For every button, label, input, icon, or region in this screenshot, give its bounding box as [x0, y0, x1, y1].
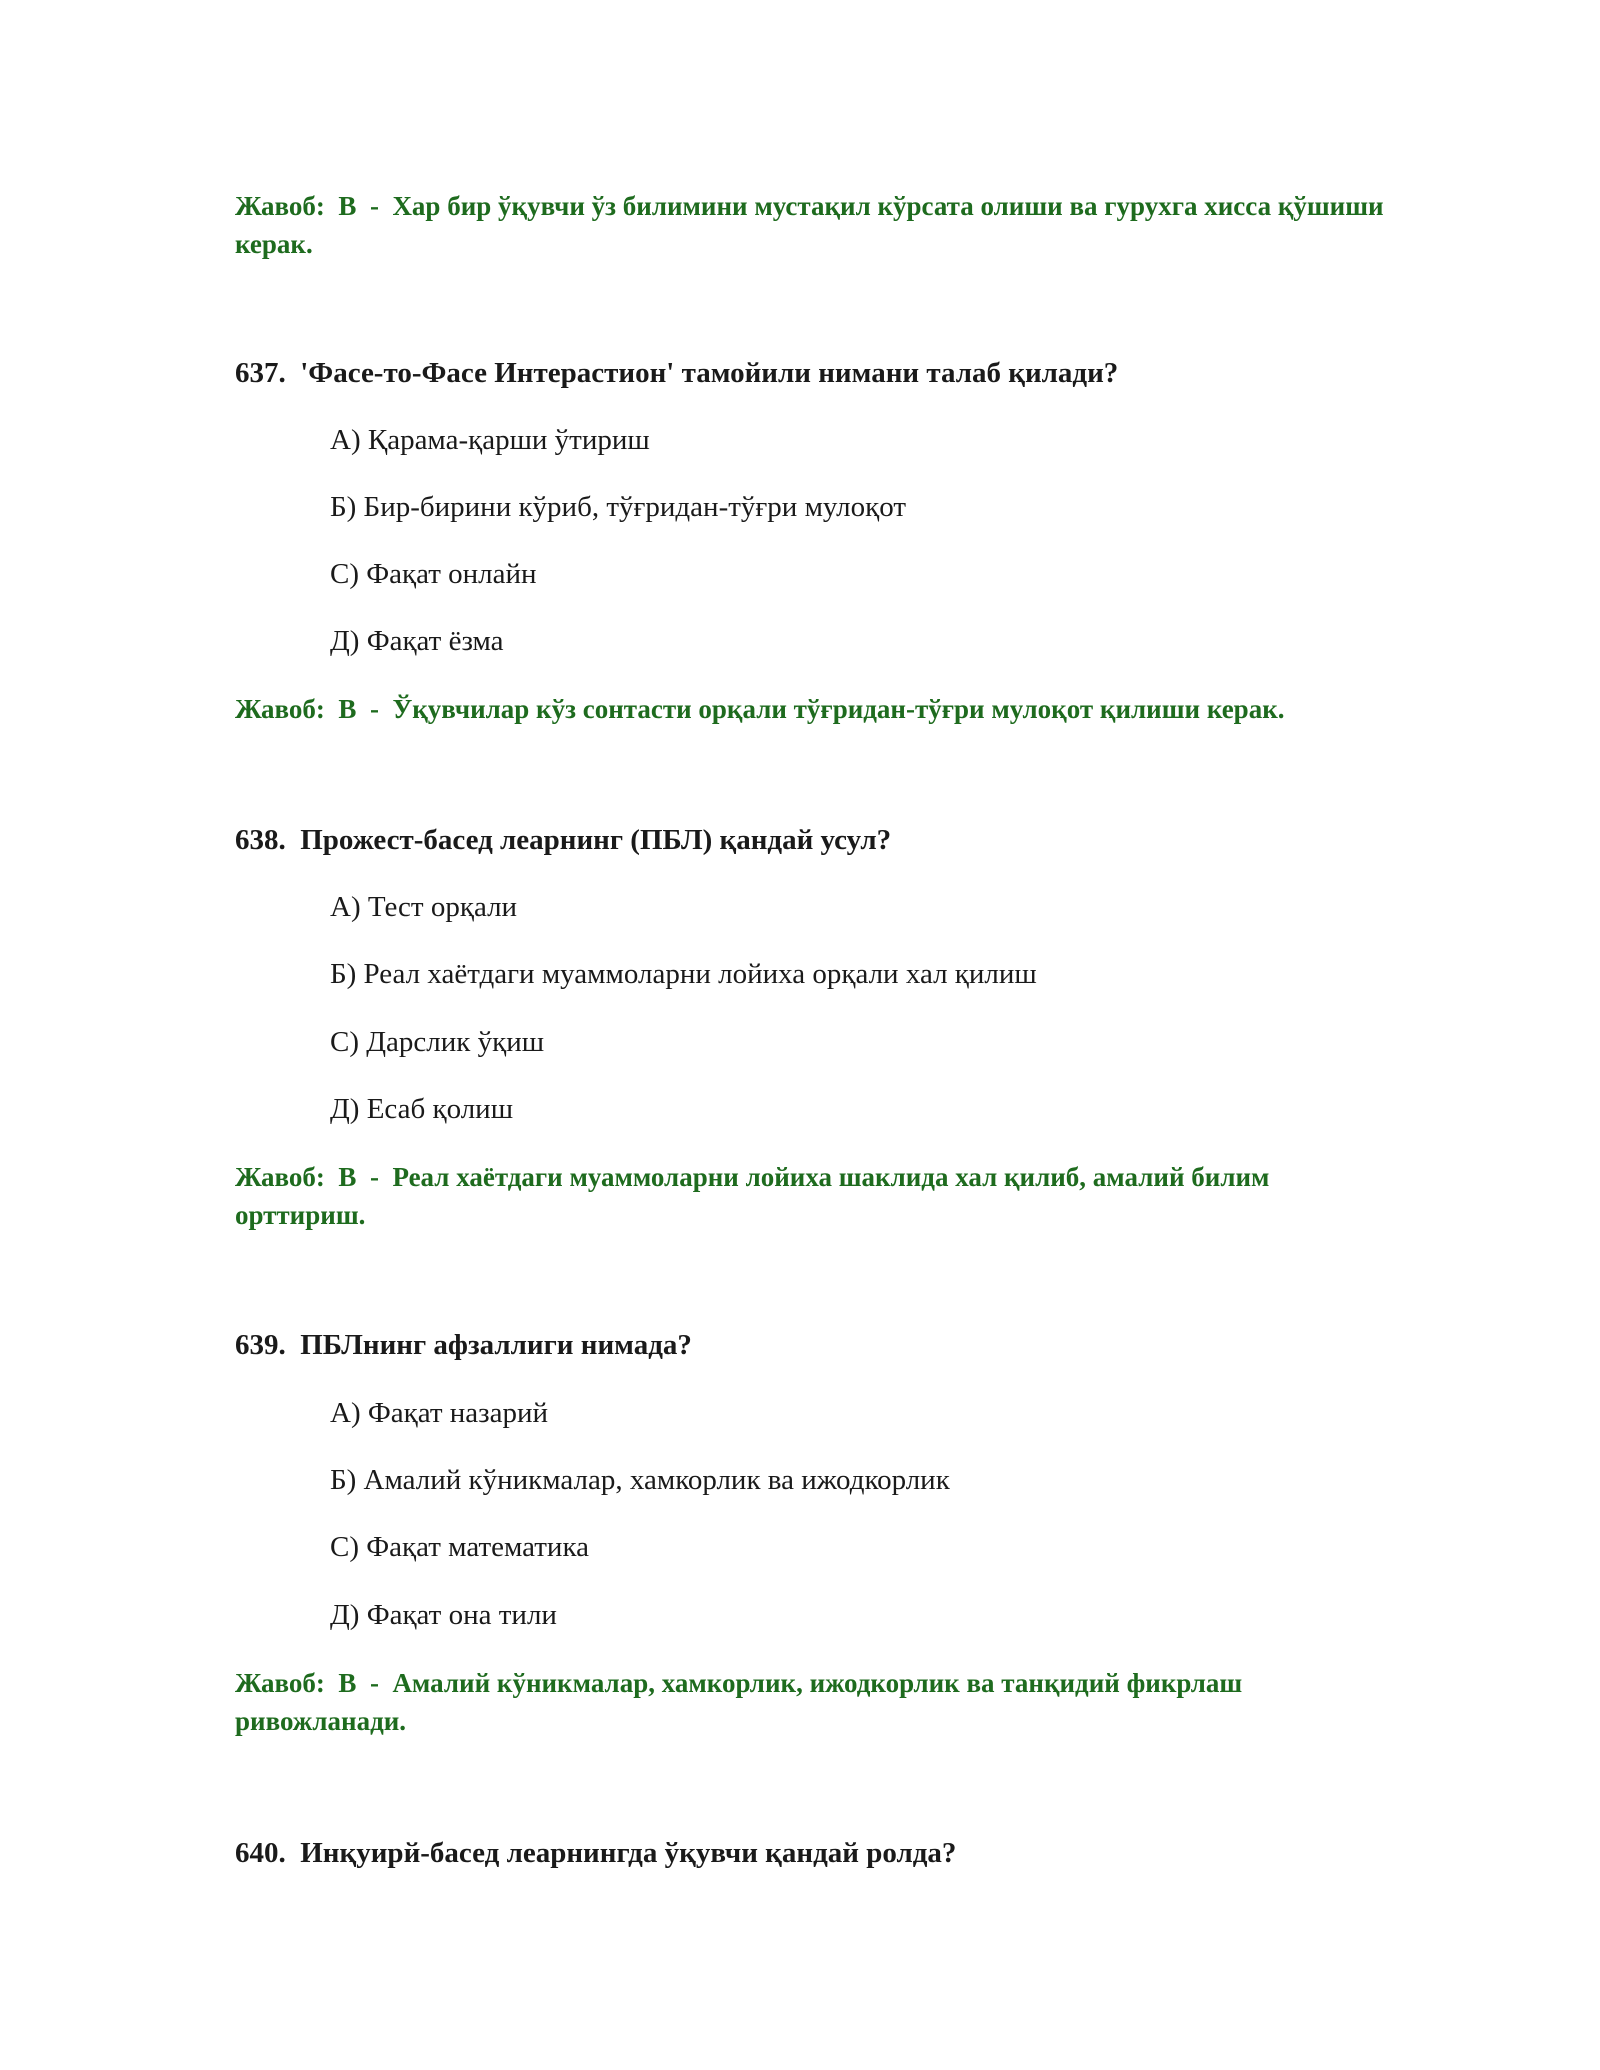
answer-dash: -: [369, 191, 379, 221]
answer-dash: -: [369, 1162, 379, 1192]
option-638-c: С) Дарслик ўқиш: [330, 1026, 545, 1058]
answer-text: Амалий кўникмалар, хамкорлик, ижодкорлик ва танқидий фикрлаш ривожланади.: [235, 1668, 1243, 1736]
answer-label: Жавоб:: [235, 1162, 325, 1192]
answer-636: [235, 187, 1385, 263]
option-639-a: А) Фақат назарий: [330, 1397, 549, 1429]
answer-639: [235, 1664, 1385, 1740]
question-640: [235, 1835, 1435, 1871]
question-637: [235, 355, 1435, 391]
answer-label: Жавоб:: [235, 191, 325, 221]
question-number: 639.: [235, 1329, 286, 1361]
option-639-b: Б) Амалий кўникмалар, хамкорлик ва ижодкорлик: [330, 1464, 950, 1496]
answer-letter: В: [338, 1162, 357, 1192]
answer-label: Жавоб:: [235, 1668, 325, 1698]
question-639: [235, 1327, 1435, 1363]
question-text: Прожест-басед леарнинг (ПБЛ) қандай усул?: [300, 824, 892, 856]
answer-637: [235, 690, 1385, 728]
option-637-c: С) Фақат онлайн: [330, 558, 537, 590]
answer-text: Реал хаётдаги муаммоларни лойиха шаклида хал қилиб, амалий билим орттириш.: [235, 1162, 1270, 1230]
answer-letter: В: [338, 191, 357, 221]
option-639-d: Д) Фақат она тили: [330, 1599, 557, 1631]
question-number: 638.: [235, 824, 286, 856]
question-number: 637.: [235, 357, 286, 389]
question-638: [235, 822, 1435, 858]
question-text: ПБЛнинг афзаллиги нимада?: [300, 1329, 692, 1361]
answer-letter: В: [338, 694, 357, 724]
option-639-c: С) Фақат математика: [330, 1531, 589, 1563]
option-638-b: Б) Реал хаётдаги муаммоларни лойиха орқали хал қилиш: [330, 958, 1037, 990]
option-637-a: А) Қарама-қарши ўтириш: [330, 424, 650, 456]
question-text: Инқуирй-басед леарнингда ўқувчи қандай ролда?: [300, 1837, 957, 1869]
answer-dash: -: [369, 694, 379, 724]
question-number: 640.: [235, 1837, 286, 1869]
answer-638: [235, 1158, 1385, 1234]
option-638-a: А) Тест орқали: [330, 891, 518, 923]
answer-letter: В: [338, 1668, 357, 1698]
answer-label: Жавоб:: [235, 694, 325, 724]
question-text: 'Фасе-то-Фасе Интерастион' тамойили нимани талаб қилади?: [300, 357, 1119, 389]
answer-dash: -: [369, 1668, 379, 1698]
option-638-d: Д) Есаб қолиш: [330, 1093, 514, 1125]
option-637-d: Д) Фақат ёзма: [330, 625, 504, 657]
answer-text: Хар бир ўқувчи ўз билимини мустақил кўрсата олиши ва гурухга хисса қўшиши керак.: [235, 191, 1384, 259]
answer-text: Ўқувчилар кўз сонтасти орқали тўғридан-тўғри мулоқот қилиши керак.: [392, 694, 1285, 724]
option-637-b: Б) Бир-бирини кўриб, тўғридан-тўғри мулоқот: [330, 491, 906, 523]
